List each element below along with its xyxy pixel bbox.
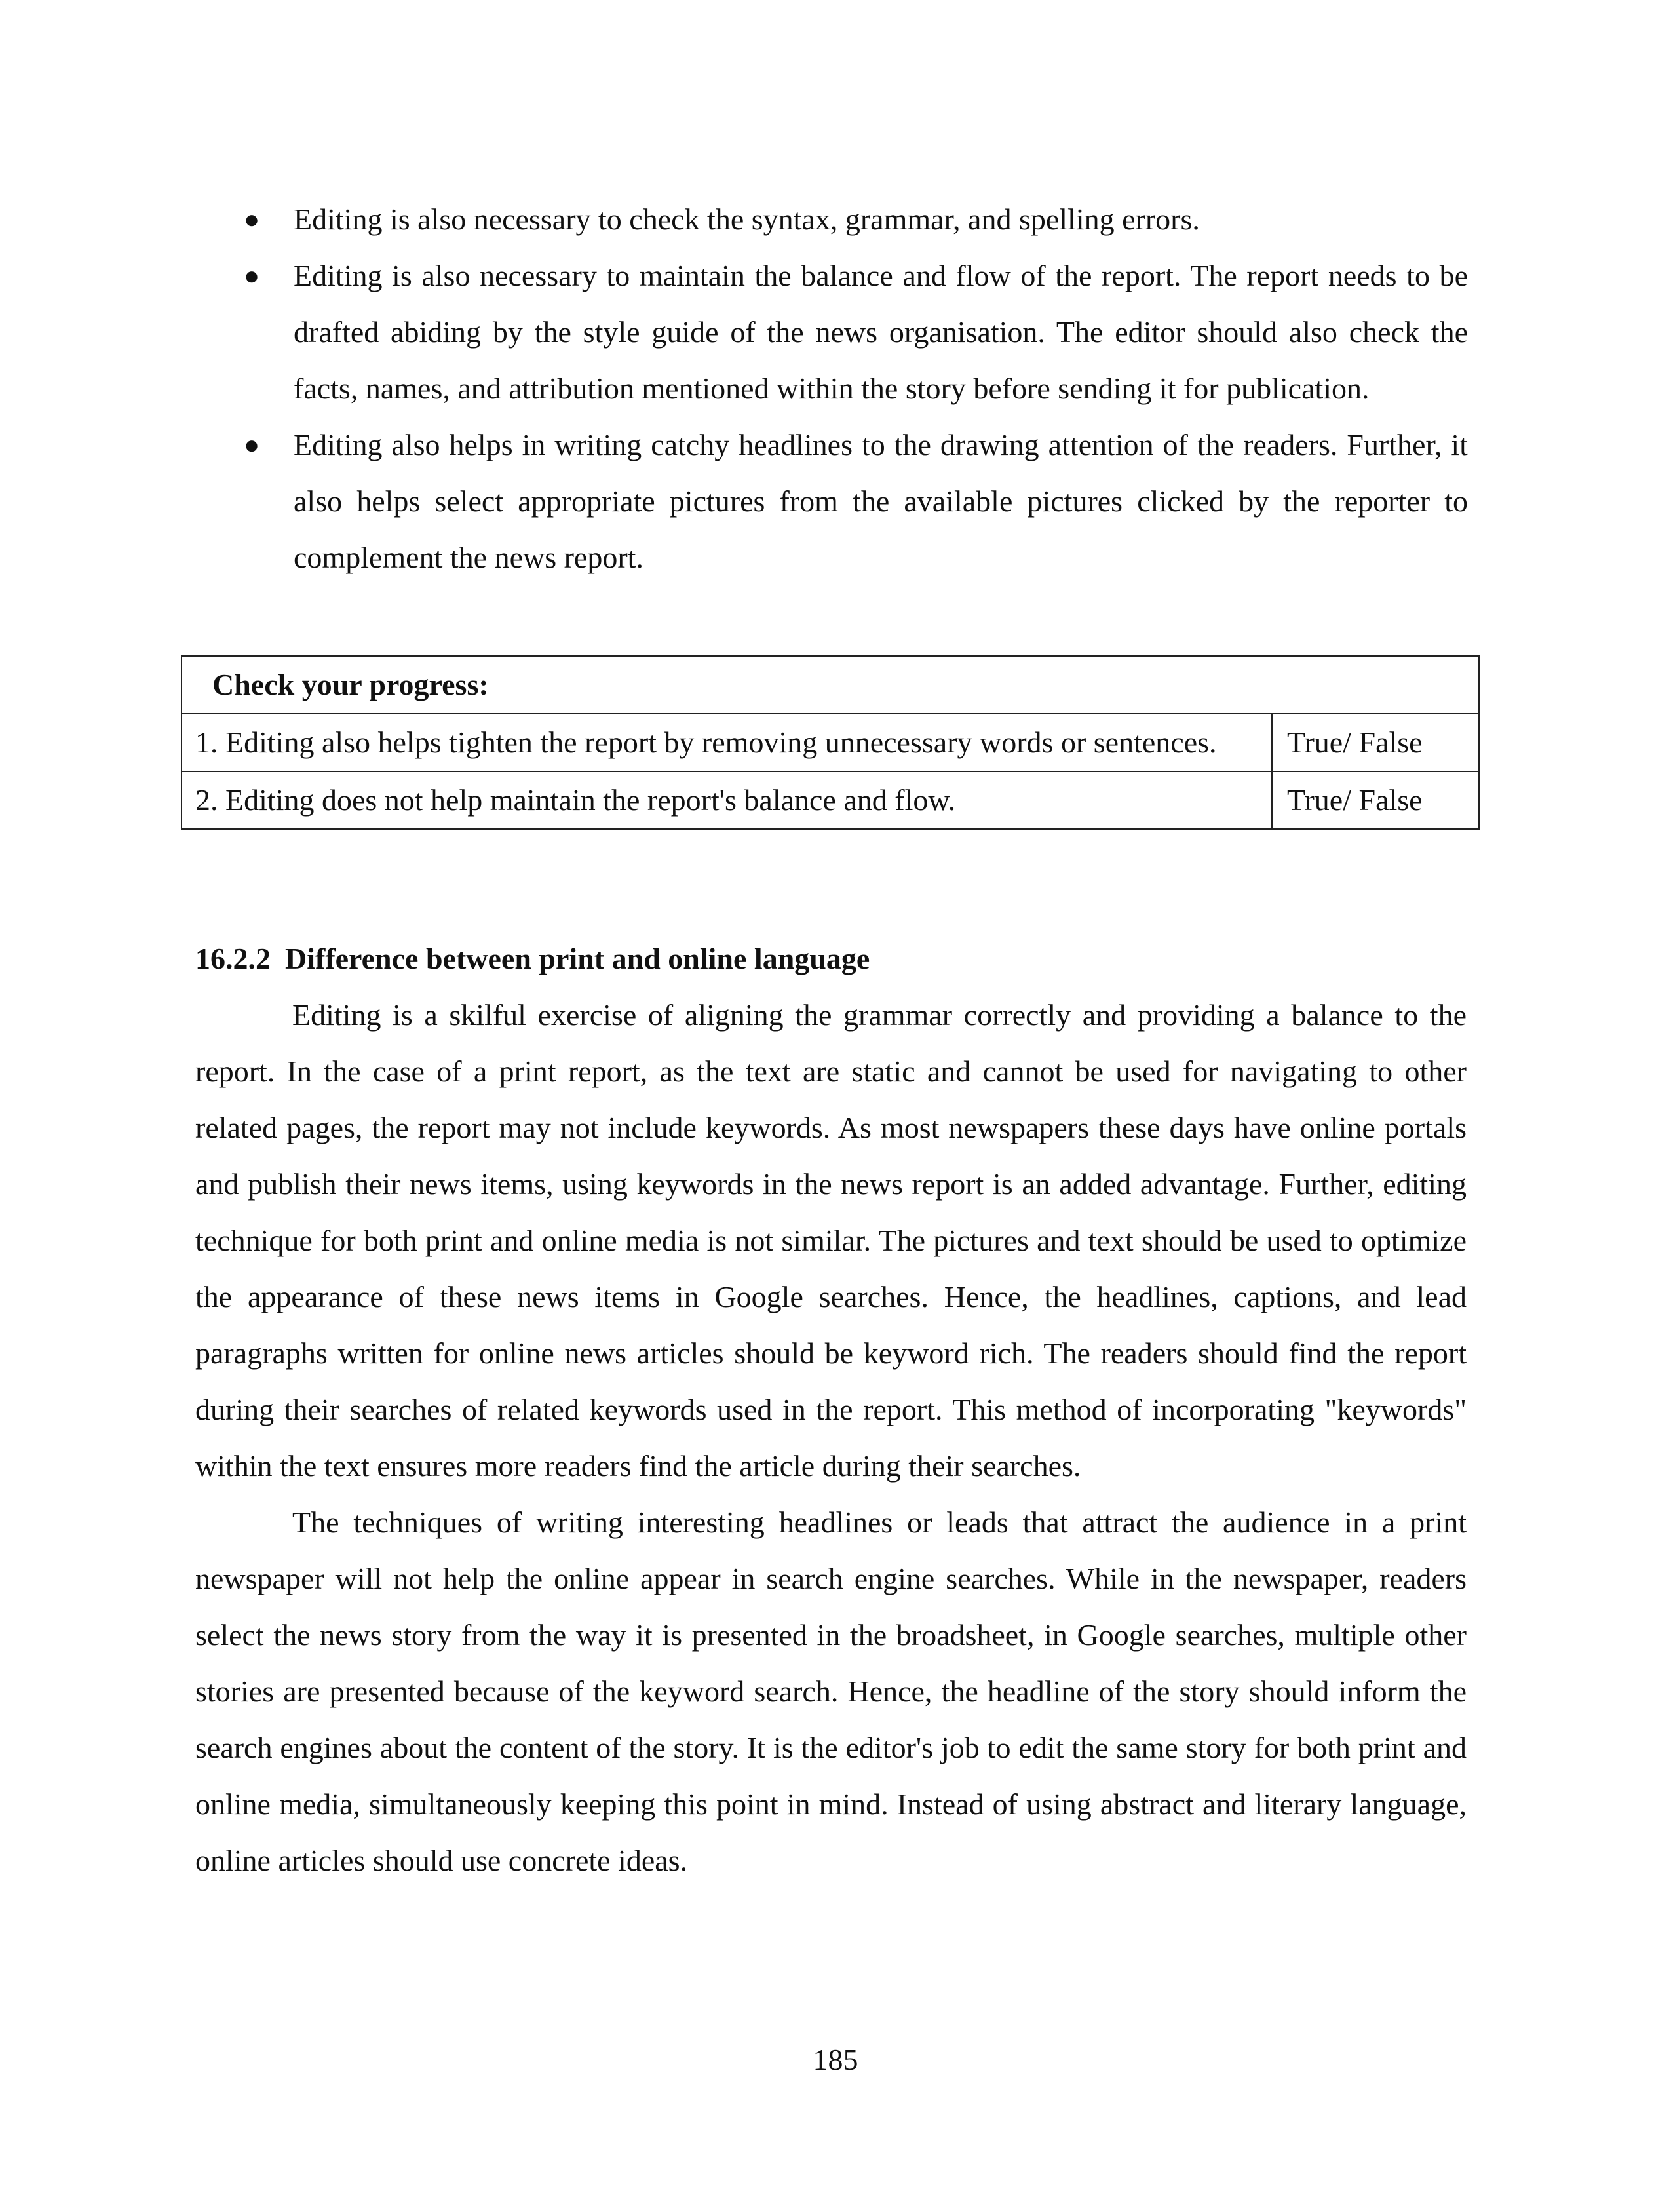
bullet-dot-icon: ● (244, 261, 260, 290)
check-progress-title: Check your progress: (182, 656, 1479, 714)
section-heading (195, 931, 870, 987)
bullet-text: Editing is also necessary to maintain the balance and flow of the report. The report needs to be drafted abiding by the style guide of the news organisation. The editor should also check the facts, names, and attribution mentioned within the story before sending it for publication. (294, 259, 1468, 405)
section-title: Difference between print and online language (285, 942, 870, 975)
question-cell: 1. Editing also helps tighten the report by removing unnecessary words or sentences. (182, 714, 1272, 771)
bullet-text: Editing also helps in writing catchy headlines to the drawing attention of the readers. Further, it also helps select appropriate pictures from the available pictures clicked by the reporter to complement the news report. (294, 428, 1468, 574)
bullet-item (236, 248, 1468, 417)
answer-cell: True/ False (1272, 771, 1479, 829)
table-row (182, 771, 1479, 829)
check-progress-table (181, 655, 1480, 830)
bullet-item (236, 417, 1468, 586)
body-paragraph: The techniques of writing interesting headlines or leads that attract the audience in a print newspaper will not help the online appear in search engine searches. While in the newspaper, readers select the news story from the way it is presented in the broadsheet, in Google searches, multiple other stories are presented because of the keyword search. Hence, the headline of the story should inform the search engines about the content of the story. It is the editor's job to edit the same story for both print and online media, simultaneously keeping this point in mind. Instead of using abstract and literary language, online articles should use concrete ideas. (195, 1505, 1467, 1877)
question-cell: 2. Editing does not help maintain the report's balance and flow. (182, 771, 1272, 829)
answer-cell: True/ False (1272, 714, 1479, 771)
table-row (182, 714, 1479, 771)
bullet-item (236, 191, 1468, 248)
bullet-list (236, 191, 1468, 586)
page-number: 185 (813, 2043, 858, 2076)
bullet-dot-icon: ● (244, 204, 260, 234)
bullet-text: Editing is also necessary to check the syntax, grammar, and spelling errors. (294, 203, 1200, 236)
section-body (195, 987, 1467, 1889)
body-paragraph: Editing is a skilful exercise of aligning the grammar correctly and providing a balance to the report. In the case of a print report, as the text are static and cannot be used for navigating to other related pages, the report may not include keywords. As most newspapers these days have online portals and publish their news items, using keywords in the news report is an added advantage. Further, editing technique for both print and online media is not similar. The pictures and text should be used to optimize the appearance of these news items in Google searches. Hence, the headlines, captions, and lead paragraphs written for online news articles should be keyword rich. The readers should find the report during their searches of related keywords used in the report. This method of incorporating "keywords" within the text ensures more readers find the article during their searches. (195, 998, 1467, 1483)
table-header-row (182, 656, 1479, 714)
section-number: 16.2.2 (195, 942, 271, 975)
bullet-dot-icon: ● (244, 430, 260, 459)
